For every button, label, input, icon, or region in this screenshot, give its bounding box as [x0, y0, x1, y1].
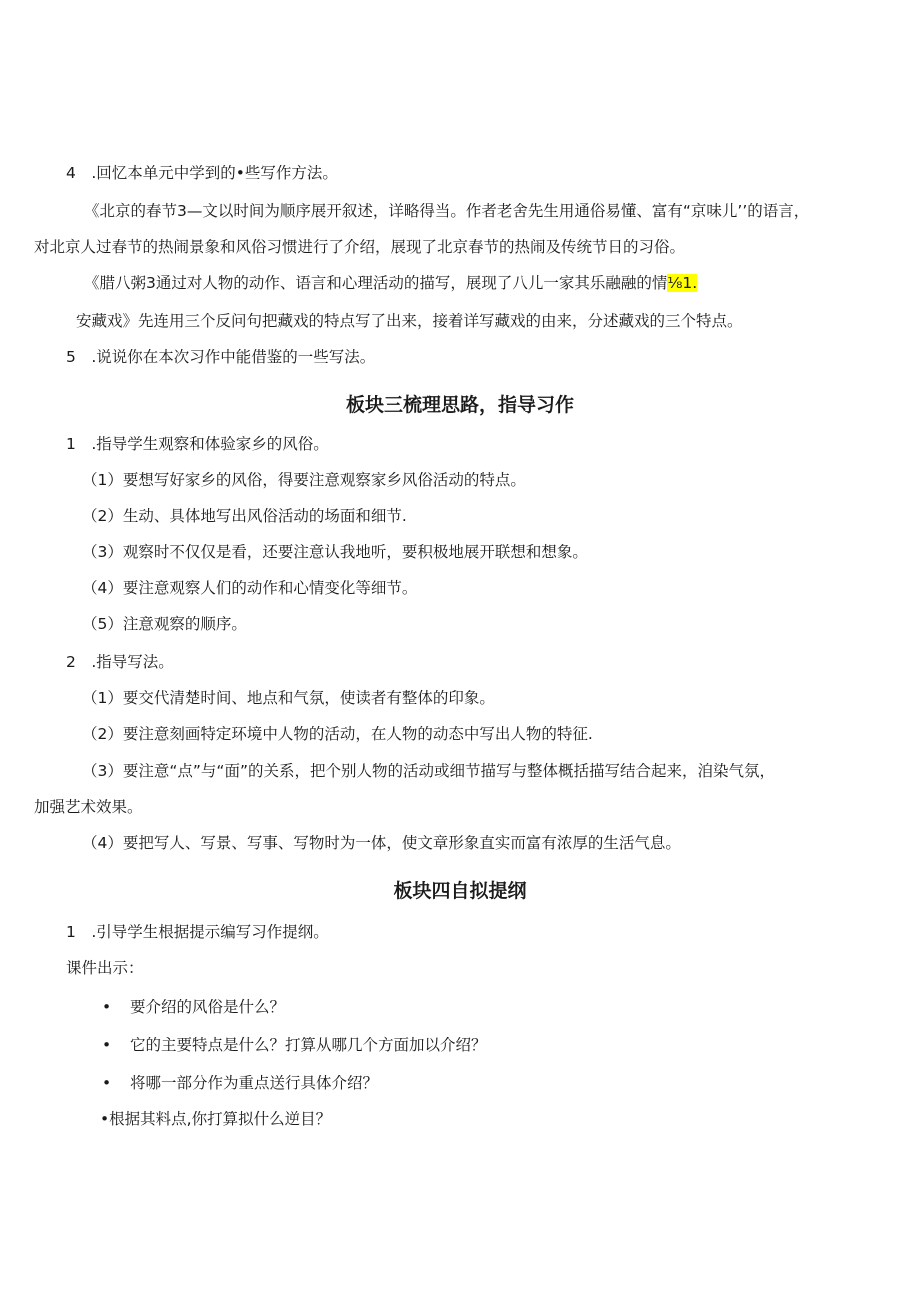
bullet-icon: • [102, 1074, 112, 1092]
section3-item1-sub5: （5）注意观察的顺序。 [82, 615, 247, 633]
section3-item1-sub3: （3）观察时不仅仅是看，还要注意认我地听，要积极地展开联想和想象。 [82, 543, 588, 561]
list-item [102, 1072, 378, 1094]
bullet-icon: • [102, 998, 112, 1016]
section3-item2-sub2: （2）要注意刻画特定环境中人物的活动，在人物的动态中写出人物的特征. [82, 725, 593, 743]
section3-title: 板块三梳理思路，指导习作 [345, 394, 574, 416]
paragraph-beijing-line1: 《北京的春节3—文以时间为顺序展开叙述，详略得当。作者老舍先生用通俗易懂、富有“京味儿’’的语言， [84, 202, 810, 220]
section4-title: 板块四自拟提纲 [393, 880, 527, 902]
courseware-label: 课件出示： [66, 959, 144, 977]
section3-item2-sub3-line2: 加强艺术效果。 [34, 798, 143, 816]
section3-item1-sub1: （1）要想写好家乡的风俗，得要注意观察家乡风俗活动的特点。 [82, 471, 526, 489]
question-5: 5 .说说你在本次习作中能借鉴的一些写法。 [66, 348, 376, 366]
paragraph-cangxi: 安藏戏》先连用三个反问句把藏戏的特点写了出来，接着详写藏戏的由来，分述藏戏的三个特点。 [76, 312, 743, 330]
section3-item2: 2 .指导写法。 [66, 653, 174, 671]
section3-item2-sub4: （4）要把写人、写景、写事、写物时为一体，使文章形象直实而富有浓厚的生活气息。 [82, 834, 681, 852]
list-item [102, 1034, 487, 1056]
section3-item2-sub1: （1）要交代清楚时间、地点和气氛，使读者有整体的印象。 [82, 689, 495, 707]
list-item: •根据其料点,你打算拟什么逆目？ [100, 1110, 332, 1128]
list-item-text: 要介绍的风俗是什么？ [130, 998, 286, 1016]
question-4: 4 .回忆本单元中学到的•些写作方法。 [66, 164, 338, 182]
section3-item1: 1 .指导学生观察和体验家乡的风俗。 [66, 435, 329, 453]
list-item [102, 996, 285, 1018]
bullet-icon: • [102, 1036, 112, 1054]
paragraph-beijing-line2: 对北京人过春节的热闹景象和风俗习惯进行了介绍，展现了北京春节的热闹及传统节日的习俗。 [34, 238, 686, 256]
highlighted-text: ⅛1. [667, 274, 698, 292]
section4-item1: 1 .引导学生根据提示编写习作提纲。 [66, 923, 329, 941]
list-item-text: 将哪一部分作为重点送行具体介绍？ [130, 1074, 379, 1092]
section3-item1-sub2: （2）生动、具体地写出风俗活动的场面和细节. [82, 507, 407, 525]
paragraph-laba-text: 《腊八粥3通过对人物的动作、语言和心理活动的描写，展现了八儿一家其乐融融的情 [84, 274, 668, 292]
list-item-text: 它的主要特点是什么？打算从哪几个方面加以介绍？ [130, 1036, 487, 1054]
paragraph-laba [84, 272, 697, 294]
section3-item2-sub3-line1: （3）要注意“点”与“面”的关系，把个别人物的活动或细节描写与整体概括描写结合起来，洎染气氛， [82, 762, 775, 780]
section3-item1-sub4: （4）要注意观察人们的动作和心情变化等细节。 [82, 579, 418, 597]
